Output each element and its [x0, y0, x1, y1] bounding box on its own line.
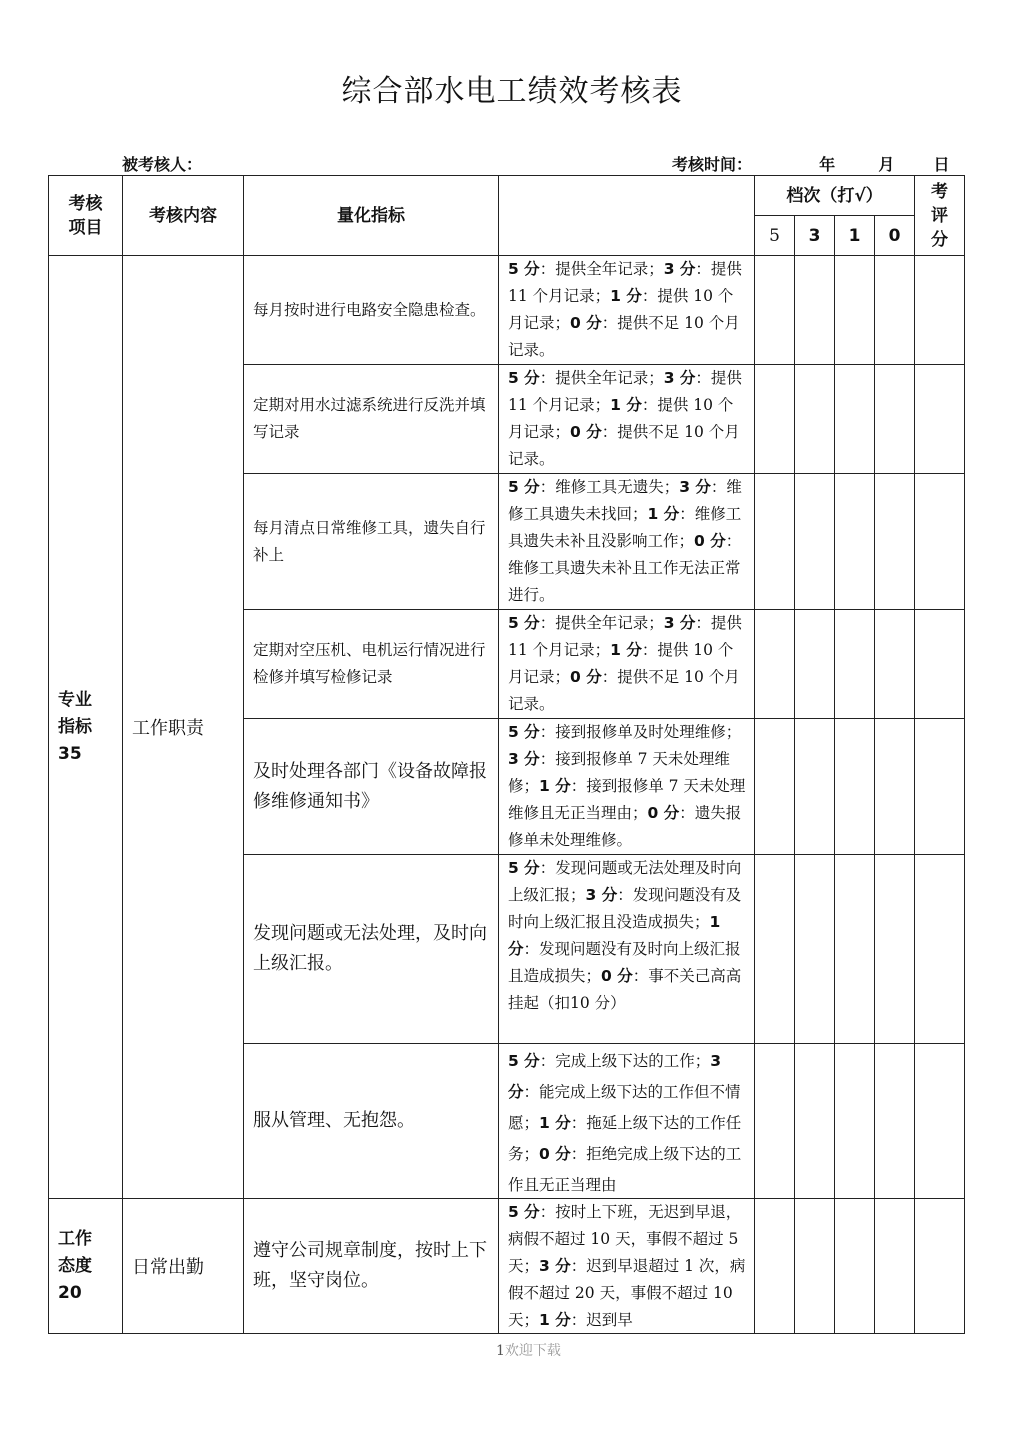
- score-cell[interactable]: [915, 256, 965, 365]
- header-criteria-blank: [499, 176, 755, 256]
- table-row: [49, 256, 965, 365]
- header-category: 考核 项目: [49, 176, 123, 256]
- day-label: 日: [933, 155, 950, 174]
- grade-cell[interactable]: [875, 474, 915, 610]
- criteria-text: 5 分：提供全年记录；3 分：提供 11 个月记录；1 分：提供 10 个月记录；0 分：提供不足 10 个月记录。: [499, 256, 755, 365]
- exam-time-label: 考核时间：: [672, 155, 753, 174]
- criteria-text: 5 分：完成上级下达的工作；3 分：能完成上级下达的工作但不情愿；1 分：拖延上级下达的工作任务；0 分：拒绝完成上级下达的工作且无正当理由: [499, 1044, 755, 1199]
- grade-cell[interactable]: [835, 610, 875, 719]
- indicator-text: 定期对空压机、电机运行情况进行检修并填写检修记录: [244, 610, 499, 719]
- grade-cell[interactable]: [835, 256, 875, 365]
- grade-cell[interactable]: [875, 1199, 915, 1334]
- header-score: 考 评 分: [915, 176, 965, 256]
- grade-cell[interactable]: [755, 474, 795, 610]
- grade-cell[interactable]: [835, 474, 875, 610]
- category-attitude: 工作 态度 20: [49, 1199, 123, 1334]
- page-number: 1: [496, 1343, 505, 1359]
- indicator-text: 每月按时进行电路安全隐患检查。: [244, 256, 499, 365]
- score-cell[interactable]: [915, 474, 965, 610]
- grade-5: 5: [755, 216, 795, 256]
- grade-cell[interactable]: [875, 610, 915, 719]
- score-cell[interactable]: [915, 1044, 965, 1199]
- criteria-text: 5 分：提供全年记录；3 分：提供 11 个月记录；1 分：提供 10 个月记录；0 分：提供不足 10 个月记录。: [499, 610, 755, 719]
- grade-cell[interactable]: [835, 1199, 875, 1334]
- grade-cell[interactable]: [835, 365, 875, 474]
- score-cell[interactable]: [915, 719, 965, 855]
- examinee-label: 被考核人：: [122, 155, 203, 174]
- document-title: 综合部水电工绩效考核表: [341, 74, 683, 109]
- grade-cell[interactable]: [795, 1199, 835, 1334]
- grade-cell[interactable]: [795, 1044, 835, 1199]
- category-professional: 专业 指标 35: [49, 256, 123, 1199]
- header-grade: 档次（打√）: [755, 176, 915, 216]
- criteria-text: 5 分：按时上下班，无迟到早退，病假不超过 10 天，事假不超过 5 天；3 分：迟到早退超过 1 次，病假不超过 20 天，事假不超过 10 天；1 分：迟到早: [499, 1199, 755, 1334]
- indicator-text: 每月清点日常维修工具，遗失自行补上: [244, 474, 499, 610]
- criteria-text: 5 分：提供全年记录；3 分：提供 11 个月记录；1 分：提供 10 个月记录；0 分：提供不足 10 个月记录。: [499, 365, 755, 474]
- year-label: 年: [819, 155, 836, 174]
- grade-cell[interactable]: [795, 365, 835, 474]
- content-job-duty: 工作职责: [123, 256, 244, 1199]
- grade-cell[interactable]: [795, 474, 835, 610]
- indicator-text: 遵守公司规章制度，按时上下班，坚守岗位。: [244, 1199, 499, 1334]
- grade-cell[interactable]: [795, 855, 835, 1044]
- grade-3: 3: [795, 216, 835, 256]
- indicator-text: 发现问题或无法处理，及时向上级汇报。: [244, 855, 499, 1044]
- grade-cell[interactable]: [755, 1044, 795, 1199]
- indicator-text: 定期对用水过滤系统进行反洗并填写记录: [244, 365, 499, 474]
- criteria-text: 5 分：发现问题或无法处理及时向上级汇报；3 分：发现问题没有及时向上级汇报且没造成损失；1 分：发现问题没有及时向上级汇报且造成损失；0 分：事不关己高高挂起（扣10 分）: [499, 855, 755, 1044]
- content-attendance: 日常出勤: [123, 1199, 244, 1334]
- criteria-text: 5 分：接到报修单及时处理维修；3 分：接到报修单 7 天未处理维修；1 分：接到报修单 7 天未处理维修且无正当理由；0 分：遗失报修单未处理维修。: [499, 719, 755, 855]
- watermark-text: 欢迎下载: [504, 1343, 561, 1359]
- grade-1: 1: [835, 216, 875, 256]
- indicator-text: 服从管理、无抱怨。: [244, 1044, 499, 1199]
- exam-time-line: [672, 152, 950, 175]
- grade-cell[interactable]: [875, 256, 915, 365]
- table-row: [49, 1199, 965, 1334]
- grade-cell[interactable]: [835, 1044, 875, 1199]
- grade-cell[interactable]: [875, 1044, 915, 1199]
- grade-cell[interactable]: [755, 719, 795, 855]
- grade-cell[interactable]: [875, 365, 915, 474]
- grade-cell[interactable]: [795, 610, 835, 719]
- score-cell[interactable]: [915, 855, 965, 1044]
- score-cell[interactable]: [915, 1199, 965, 1334]
- grade-cell[interactable]: [795, 719, 835, 855]
- grade-cell[interactable]: [835, 719, 875, 855]
- grade-0: 0: [875, 216, 915, 256]
- grade-cell[interactable]: [795, 256, 835, 365]
- grade-cell[interactable]: [875, 719, 915, 855]
- grade-cell[interactable]: [755, 1199, 795, 1334]
- header-content: 考核内容: [123, 176, 244, 256]
- grade-cell[interactable]: [755, 256, 795, 365]
- score-cell[interactable]: [915, 365, 965, 474]
- criteria-text: 5 分：维修工具无遗失；3 分：维修工具遗失未找回；1 分：维修工具遗失未补且没影响工作；0 分：维修工具遗失未补且工作无法正常进行。: [499, 474, 755, 610]
- assessment-table: [48, 175, 965, 1334]
- grade-cell[interactable]: [755, 855, 795, 1044]
- grade-cell[interactable]: [835, 855, 875, 1044]
- header-indicator: 量化指标: [244, 176, 499, 256]
- page-footer: [496, 1340, 561, 1360]
- month-label: 月: [878, 155, 895, 174]
- grade-cell[interactable]: [755, 365, 795, 474]
- score-cell[interactable]: [915, 610, 965, 719]
- grade-cell[interactable]: [755, 610, 795, 719]
- grade-cell[interactable]: [875, 855, 915, 1044]
- indicator-text: 及时处理各部门《设备故障报修维修通知书》: [244, 719, 499, 855]
